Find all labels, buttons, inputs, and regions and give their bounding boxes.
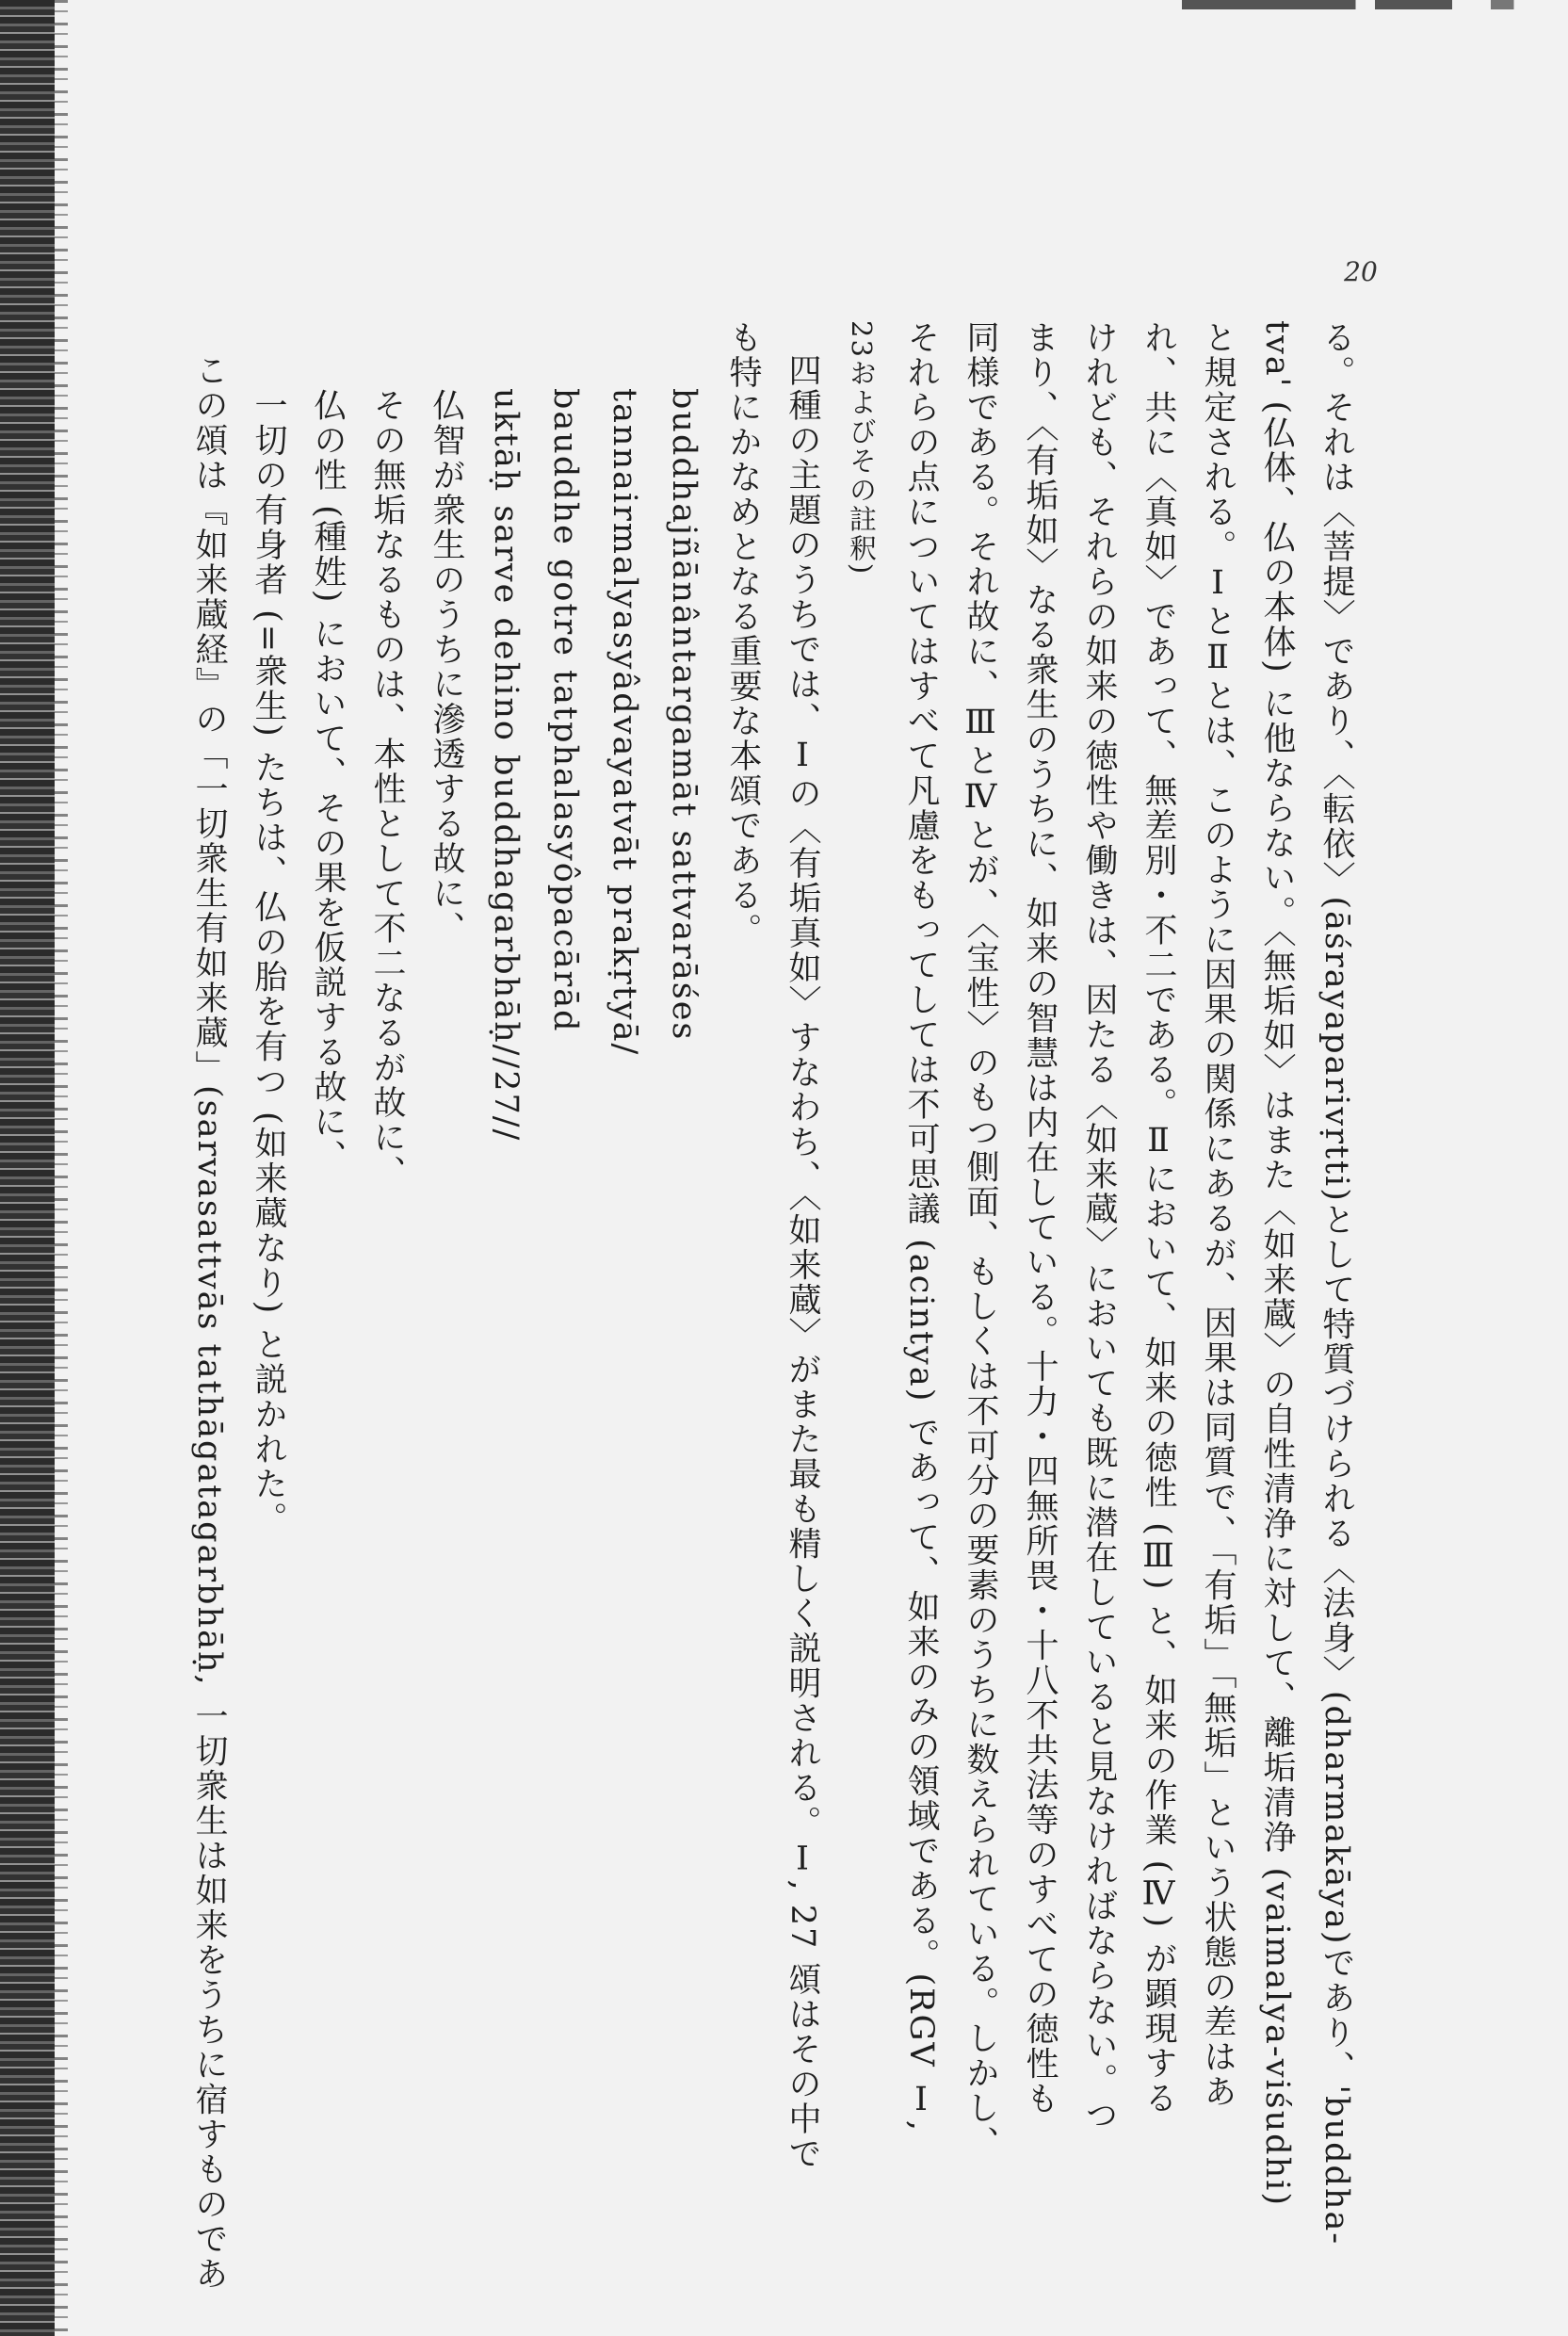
text-line: と規定される。ⅠとⅡとは、このように因果の関係にあるが、因果は同質で、「有垢」「無垢」という状態の差はあ	[1199, 320, 1237, 2109]
vertical-text-body	[179, 320, 1366, 2292]
scan-binding-edge	[0, 0, 55, 2336]
scan-top-rule	[1182, 0, 1568, 9]
text-line: れ、共に〈真如〉であって、無差別・不二である。Ⅱにおいて、如来の徳性 (Ⅲ) と、如来の作業 (Ⅳ) が顕現する	[1140, 320, 1177, 2117]
translation-verse-line: その無垢なるものは、本性として不二なるが故に、	[368, 388, 406, 1190]
text-line: まり、〈有垢如〉なる衆生のうちに、如来の智慧は内在している。十力・四無所畏・十八不共法等のすべての徳性も	[1021, 320, 1059, 2117]
translation-verse-line: 仏智が衆生のうちに滲透する故に、	[428, 388, 465, 946]
text-line: も特にかなめとなる重要な本頌である。	[724, 320, 762, 948]
text-line: る。それは〈菩提〉であり、〈転依〉(āśrayaparivṛtti)として特質づけられる〈法身〉(dharmakāya)であり、'buddha-	[1317, 320, 1355, 2247]
page-number: 20	[1344, 256, 1378, 287]
sanskrit-verse-line: buddhajñānântargamāt sattvarāśes	[665, 388, 703, 1042]
paragraph-start-line: この頌は『如来蔵経』の「一切衆生有如来蔵」(sarvasattvās tathāgatagarbhāḥ, 一切衆生は如来をうちに宿すものであ	[190, 353, 228, 2292]
text-line: 同様である。それ故に、ⅢとⅣとが、〈宝性〉のもつ側面、もしくは不可分の要素のうちに数えられている。しかし、	[962, 320, 999, 2161]
translation-verse-line: 一切の有身者 (=衆生) たちは、仏の胎を有つ (如来蔵なり) と説かれた。	[250, 388, 287, 1537]
translation-verse-line: 仏の性 (種姓) において、その果を仮説する故に、	[309, 388, 347, 1175]
citation-line: 23およびその註釈)	[846, 320, 878, 576]
paragraph-start-line: 四種の主題のうちでは、Ⅰの〈有垢真如〉すなわち、〈如来蔵〉がまた最も精しく説明される。Ⅰ, 27 頌はその中で	[784, 353, 821, 2172]
text-line: それらの点についてはすべて凡慮をもってしては不可思議 (acintya) であって、如来のみの領域である。(RGV Ⅰ,	[902, 320, 940, 2133]
sanskrit-verse-line: bauddhe gotre tatphalasyôpacārād	[546, 388, 584, 1033]
text-line: tva' (仏体、仏の本体) に他ならない。〈無垢如〉はまた〈如来蔵〉の自性清浄に対して、離垢清浄 (vaimalya-viśudhi)	[1258, 320, 1296, 2207]
sanskrit-verse-line: tannairmalyasyâdvayatvāt prakṛtyā/	[606, 388, 643, 1057]
sanskrit-verse-line: uktāḥ sarve dehino buddhagarbhāḥ//27//	[487, 388, 525, 1143]
text-line: けれども、それらの如来の徳性や働きは、因たる〈如来蔵〉においても既に潜在していると見なければならない。つ	[1080, 320, 1118, 2133]
